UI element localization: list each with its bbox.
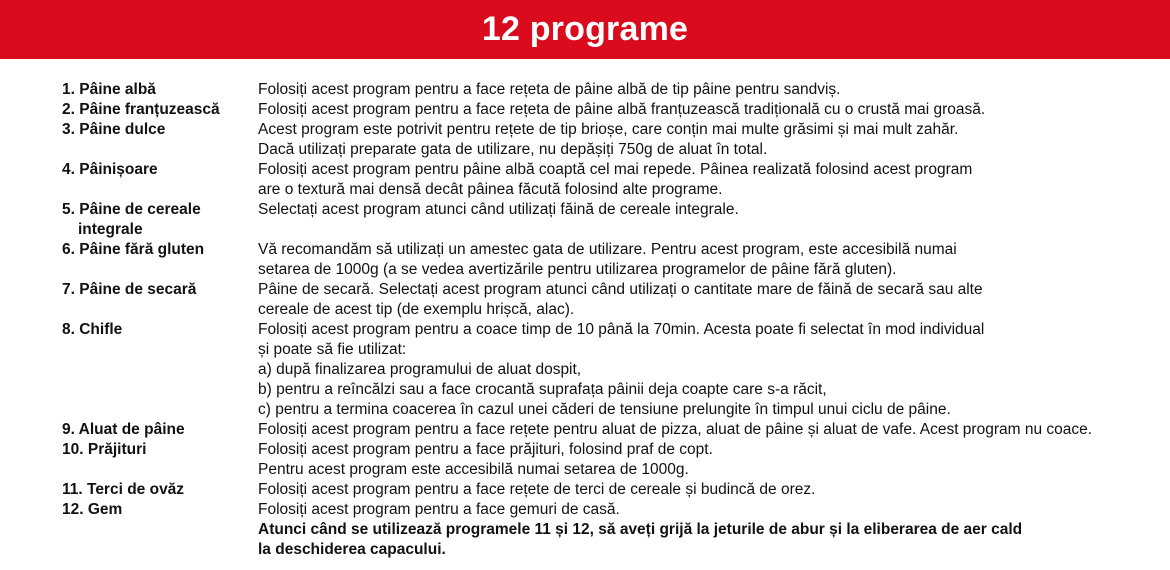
program-description <box>258 440 1170 480</box>
description-line: Vă recomandăm să utilizați un amestec gata de utilizare. Pentru acest program, este accesibilă numai <box>258 241 957 258</box>
description-line: Folosiți acest program pentru a coace timp de 10 până la 70min. Acesta poate fi selectat în mod individual <box>258 321 985 338</box>
program-name <box>62 100 258 120</box>
program-name <box>62 500 258 520</box>
program-name-text: 8. Chifle <box>62 321 123 338</box>
program-description <box>258 120 1170 160</box>
description-line: a) după finalizarea programului de aluat dospit, <box>258 361 582 378</box>
program-name <box>62 120 258 140</box>
warning-line: la deschiderea capacului. <box>258 541 446 558</box>
program-description <box>258 80 1170 100</box>
program-description <box>258 280 1170 320</box>
program-name <box>62 420 258 440</box>
description-line: are o textură mai densă decât pâinea făcută folosind alte programe. <box>258 181 723 198</box>
program-row <box>0 120 1170 160</box>
program-row <box>0 420 1170 440</box>
description-line: Folosiți acest program pentru a face rețete pentru aluat de pizza, aluat de pâine și aluat de vafe. Acest program nu coace. <box>258 421 1093 438</box>
description-line: Selectați acest program atunci când utilizați făină de cereale integrale. <box>258 201 739 218</box>
program-row <box>0 200 1170 240</box>
program-row <box>0 320 1170 420</box>
description-line: Acest program este potrivit pentru rețete de tip brioșe, care conțin mai multe grăsimi și mai mult zahăr. <box>258 121 959 138</box>
description-line: și poate să fie utilizat: <box>258 341 407 358</box>
program-description <box>258 160 1170 200</box>
description-line: Pentru acest program este accesibilă numai setarea de 1000g. <box>258 461 689 478</box>
program-description <box>258 100 1170 120</box>
program-name <box>62 480 258 500</box>
program-list <box>0 59 1170 560</box>
program-name-text: 5. Pâine de cereale <box>62 201 201 218</box>
program-row <box>0 80 1170 100</box>
program-name-text: 9. Aluat de pâine <box>62 421 185 438</box>
program-name-continued: integrale <box>78 221 143 238</box>
program-name <box>62 280 258 300</box>
description-line: setarea de 1000g (a se vedea avertizările pentru utilizarea programelor de pâine fără gluten). <box>258 261 897 278</box>
description-line: Folosiți acest program pentru a face prăjituri, folosind praf de copt. <box>258 441 713 458</box>
program-description <box>258 240 1170 280</box>
program-name-text: 3. Pâine dulce <box>62 121 166 138</box>
program-name-text: 1. Pâine albă <box>62 81 156 98</box>
program-name-text: 11. Terci de ovăz <box>62 481 185 498</box>
program-name-text: 10. Prăjituri <box>62 441 147 458</box>
page-title: 12 programe <box>481 10 689 48</box>
program-name <box>62 200 258 240</box>
program-name <box>62 80 258 100</box>
program-name-text: 12. Gem <box>62 501 123 518</box>
program-row <box>0 500 1170 560</box>
description-line: Folosiți acest program pentru a face rețeta de pâine albă franțuzească tradițională cu o crustă mai groasă. <box>258 101 986 118</box>
warning-line: Atunci când se utilizează programele 11 și 12, să aveți grijă la jeturile de abur și la eliberarea de aer cald <box>258 521 1023 538</box>
description-line: Folosiți acest program pentru pâine albă coaptă cel mai repede. Pâinea realizată folosind acest program <box>258 161 973 178</box>
program-description <box>258 500 1170 560</box>
program-name-text: 6. Pâine fără gluten <box>62 241 205 258</box>
description-line: cereale de acest tip (de exemplu hrișcă, alac). <box>258 301 575 318</box>
program-description <box>258 200 1170 240</box>
program-row <box>0 240 1170 280</box>
description-line: Folosiți acest program pentru a face rețete de terci de cereale și budincă de orez. <box>258 481 816 498</box>
description-line: Dacă utilizați preparate gata de utilizare, nu depășiți 750g de aluat în total. <box>258 141 768 158</box>
description-line: b) pentru a reîncălzi sau a face crocantă suprafața pâinii deja coapte care s-a răcit, <box>258 381 827 398</box>
program-description <box>258 480 1170 500</box>
program-row <box>0 160 1170 200</box>
program-name <box>62 440 258 460</box>
description-line <box>258 220 1170 240</box>
program-name-text: 2. Pâine franțuzească <box>62 101 220 118</box>
description-line: c) pentru a termina coacerea în cazul unei căderi de tensiune prelungite în timpul unui ciclu de pâine. <box>258 401 951 418</box>
program-description <box>258 420 1170 440</box>
program-row <box>0 440 1170 480</box>
program-name-text: 7. Pâine de secară <box>62 281 197 298</box>
program-name <box>62 320 258 340</box>
description-line: Folosiți acest program pentru a face rețeta de pâine albă de tip pâine pentru sandviș. <box>258 81 841 98</box>
program-name-text: 4. Pâinișoare <box>62 161 158 178</box>
program-name <box>62 160 258 180</box>
program-row <box>0 280 1170 320</box>
program-row <box>0 100 1170 120</box>
description-line: Folosiți acest program pentru a face gemuri de casă. <box>258 501 620 518</box>
description-line: Pâine de secară. Selectați acest program atunci când utilizați o cantitate mare de făină de secară sau alte <box>258 281 983 298</box>
header-banner <box>0 0 1170 59</box>
program-description <box>258 320 1170 420</box>
program-row <box>0 480 1170 500</box>
program-name <box>62 240 258 260</box>
